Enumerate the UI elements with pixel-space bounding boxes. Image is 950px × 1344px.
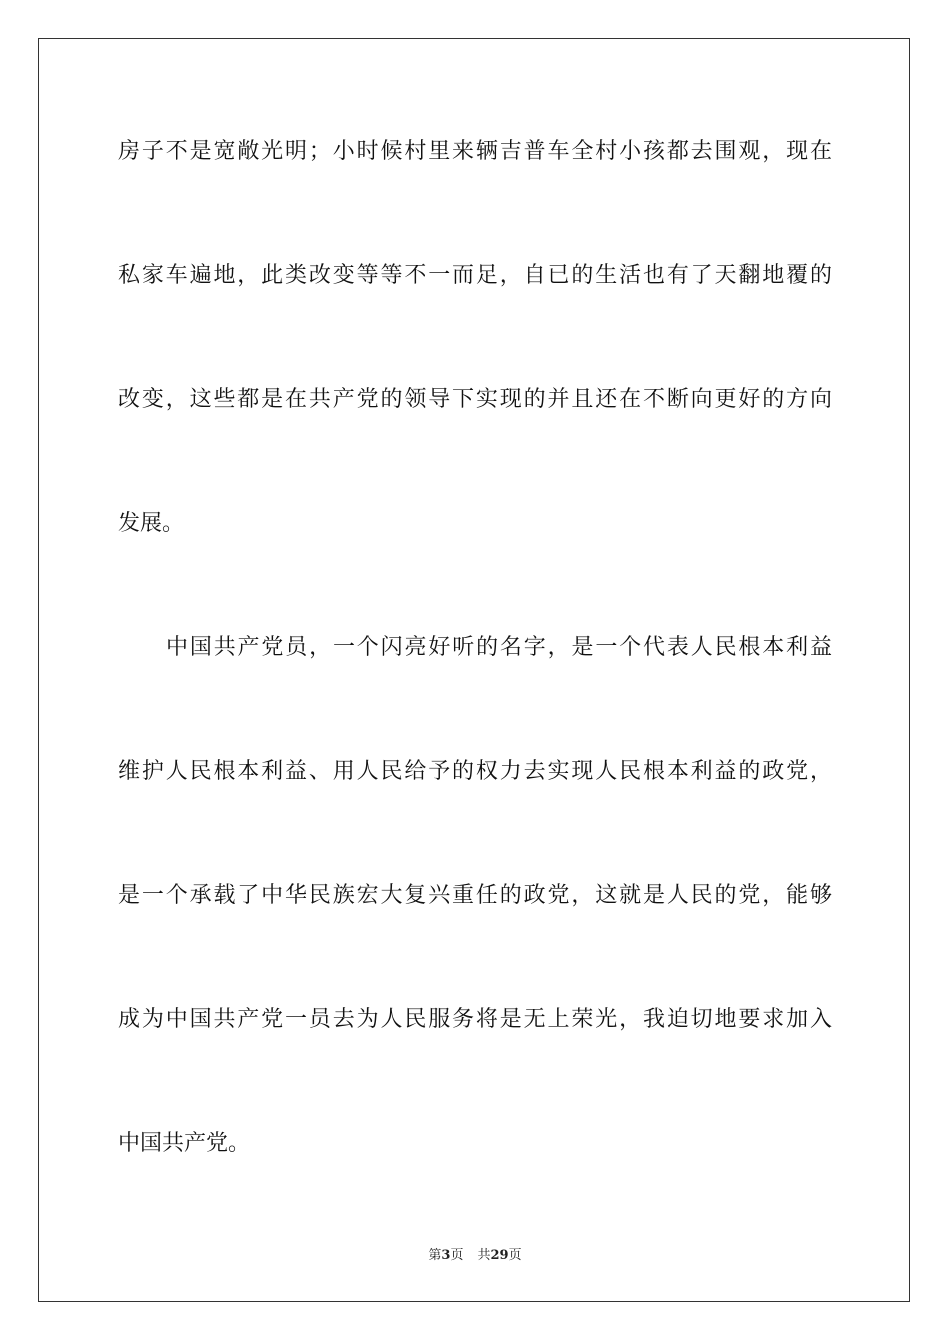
total-pages-indicator <box>477 1248 521 1263</box>
total-pages: 29 <box>490 1248 509 1263</box>
total-prefix: 共 <box>477 1248 491 1263</box>
text-line: 私家车遍地，此类改变等等不一而足，自已的生活也有了天翻地覆的 <box>118 263 832 288</box>
text-line: 中国共产党员，一个闪亮好听的名字，是一个代表人民根本利益 <box>166 635 832 660</box>
text-line: 维护人民根本利益、用人民给予的权力去实现人民根本利益的政党， <box>118 759 832 784</box>
text-line: 改变，这些都是在共产党的领导下实现的并且还在不断向更好的方向 <box>118 387 832 412</box>
page-number: 3 <box>441 1248 451 1263</box>
page-suffix: 页 <box>450 1248 464 1263</box>
text-line: 中国共产党。 <box>118 1131 251 1156</box>
text-line: 房子不是宽敞光明；小时候村里来辆吉普车全村小孩都去围观，现在 <box>118 139 832 164</box>
text-line: 发展。 <box>118 511 185 536</box>
page-footer <box>0 1247 950 1265</box>
page-prefix: 第 <box>428 1248 442 1263</box>
page-indicator <box>428 1248 463 1263</box>
total-suffix: 页 <box>508 1248 522 1263</box>
text-line: 是一个承载了中华民族宏大复兴重任的政党，这就是人民的党，能够 <box>118 883 832 908</box>
text-line: 成为中国共产党一员去为人民服务将是无上荣光，我迫切地要求加入 <box>118 1007 832 1032</box>
page-border <box>38 38 910 1302</box>
